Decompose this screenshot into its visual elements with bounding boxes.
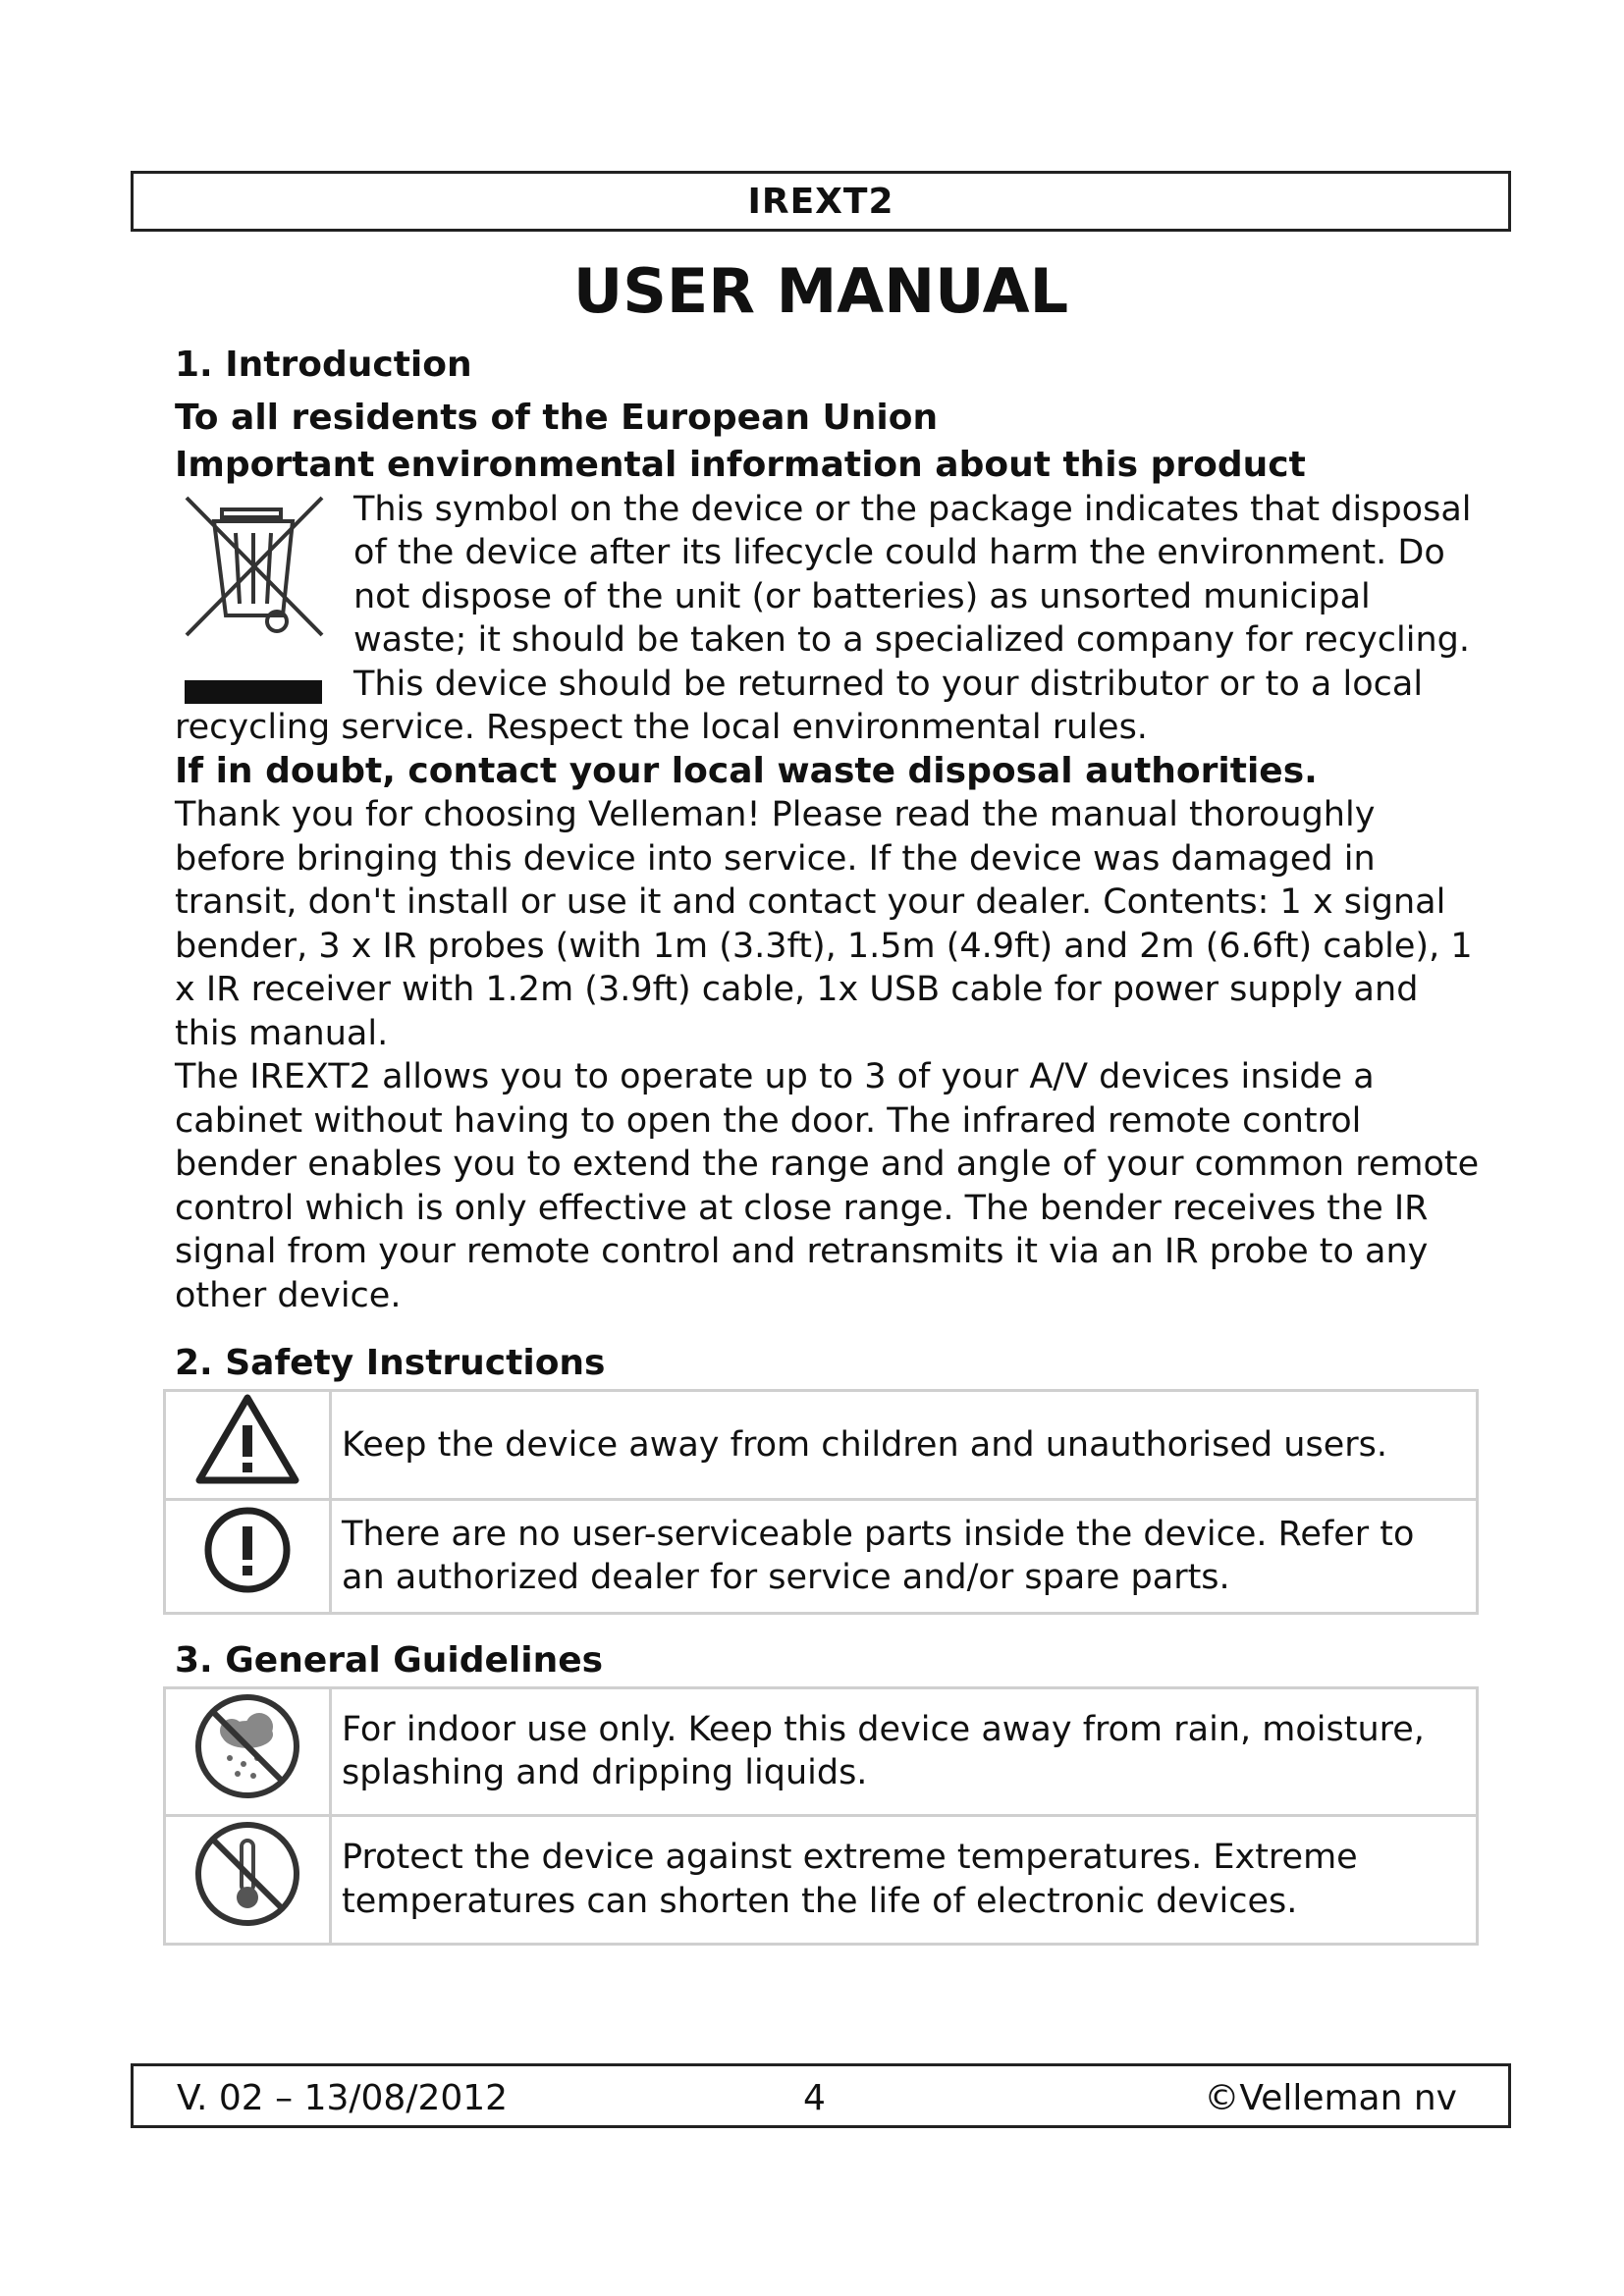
table-row [165,1499,1478,1613]
doubt-text: If in doubt, contact your local waste disposal authorities. [175,750,1318,791]
footer-version: V. 02 – 13/08/2012 [177,2078,509,2118]
no-rain-icon [165,1687,331,1816]
page-footer [131,2063,1511,2128]
table-row [165,1816,1478,1945]
description-text: The IREXT2 allows you to operate up to 3 of your A/V devices inside a cabinet without having to open the door. The infrared remote control bender enables you to extend the range and angle of your common remote control which is only effective at close range. The bender receives the IR signal from your remote control and retransmits it via an IR probe to any other device. [175,1057,1480,1315]
product-code-header [131,171,1511,232]
weee-bin-icon [175,488,342,706]
guideline-text-2: Protect the device against extreme temperatures. Extreme temperatures can shorten the life of electronic devices. [331,1816,1478,1945]
safety-heading: 2. Safety Instructions [175,1343,606,1383]
page-title: USER MANUAL [572,255,1069,327]
no-temperature-icon [165,1816,331,1945]
eu-subheading: To all residents of the European Union [175,398,939,438]
warning-triangle-icon [165,1391,331,1500]
exclamation-circle-icon [165,1499,331,1613]
guidelines-heading: 3. General Guidelines [175,1639,604,1681]
footer-copyright: ©Velleman nv [1204,2078,1457,2118]
intro-heading: 1. Introduction [175,345,472,385]
safety-table [163,1389,1479,1615]
env-heading: Important environmental information about this product [175,445,1306,485]
table-row [165,1391,1478,1500]
product-code: IREXT2 [747,181,894,222]
safety-text-1: Keep the device away from children and unauthorised users. [331,1391,1478,1500]
thanks-text: Thank you for choosing Velleman! Please read the manual thoroughly before bringing this device into service. If the device was damaged in transit, don't install or use it and contact your dealer. Contents: 1 x signal bender, 3 x IR probes (with 1m (3.3ft), 1.5m (4.9ft) and 2m (6.6ft) cable), 1 x IR receiver with 1.2m (3.9ft) cable, 1x USB cable for power supply and this manual. [175,795,1473,1053]
table-row [165,1687,1478,1816]
env-text: This symbol on the device or the package indicates that disposal of the device after its lifecycle could harm the environment. Do not dispose of the unit (or batteries) as unsorted municipal waste; it should be taken to a specialized company for recycling. This device should be returned to your distributor or to a local recycling service. Respect the local environmental rules. [175,489,1472,747]
footer-page-number: 4 [803,2078,826,2118]
main-content [175,339,1490,1946]
guidelines-table [163,1686,1479,1946]
safety-text-2: There are no user-serviceable parts inside the device. Refer to an authorized dealer for service and/or spare parts. [331,1499,1478,1613]
guideline-text-1: For indoor use only. Keep this device away from rain, moisture, splashing and dripping liquids. [331,1687,1478,1816]
